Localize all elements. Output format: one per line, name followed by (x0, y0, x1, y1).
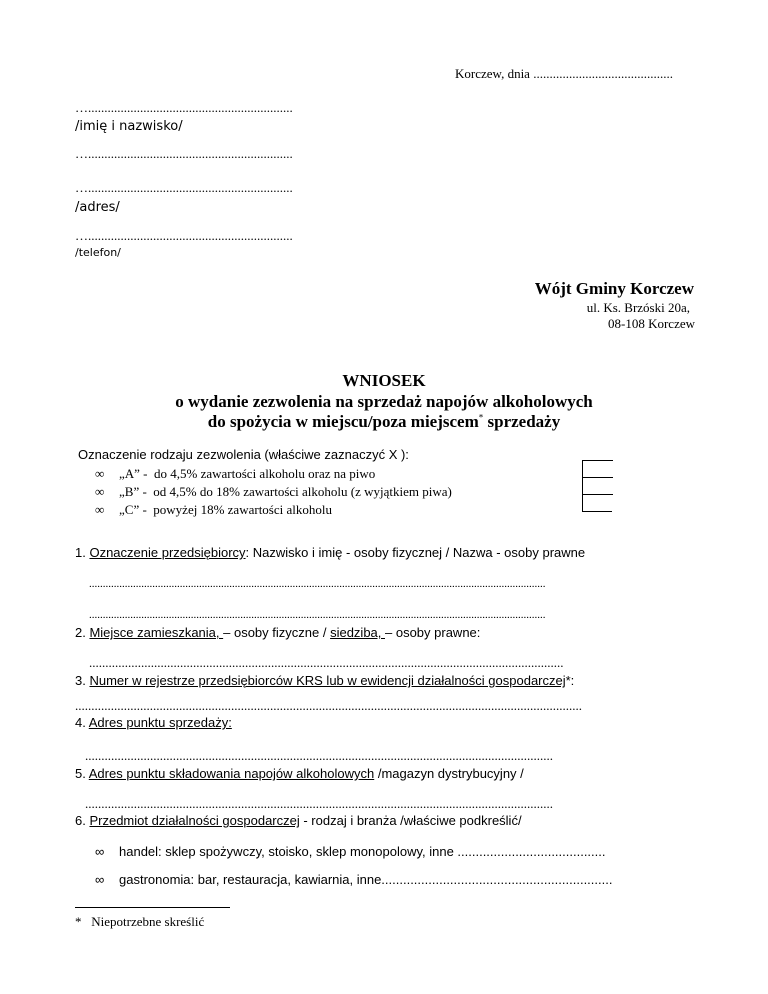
section-number: 5. (75, 766, 89, 781)
infinity-bullet-icon: ∞ (95, 484, 105, 499)
permit-desc: do 4,5% zawartości alkoholu oraz na piwo (154, 466, 376, 481)
section-number: 3. (75, 673, 90, 688)
activity-trade-text: handel: sklep spożywczy, stoisko, sklep monopolowy, inne ......................................... (119, 844, 606, 859)
footnote (75, 914, 204, 930)
footnote-text: Niepotrzebne skreślić (91, 914, 205, 929)
footnote-divider (75, 907, 230, 908)
fill-line-3[interactable]: .................................................................................................................................................. (89, 655, 564, 670)
address-line-2: …............................................................... (75, 180, 293, 195)
fill-line-2[interactable]: ...................................................................................................................................................................... (89, 609, 546, 621)
checkbox-b[interactable] (582, 477, 613, 495)
section-rest: *: (565, 673, 575, 688)
infinity-bullet-icon: ∞ (95, 872, 105, 887)
section-underlined: siedziba, (330, 625, 385, 640)
fill-line-1[interactable]: ...................................................................................................................................................................... (89, 578, 546, 590)
permit-code: „A” - (119, 466, 148, 481)
section-rest: - rodzaj i branża /właściwe podkreślić/ (299, 813, 522, 828)
subtitle-part-b: sprzedaży (483, 412, 561, 431)
permit-option-a (95, 466, 375, 482)
permit-code: „B” - (119, 484, 147, 499)
section-3-heading (75, 673, 574, 688)
section-number: 4. (75, 715, 89, 730)
place-date: Korczew, dnia ........................................... (455, 66, 673, 81)
section-number: 1. (75, 545, 90, 560)
section-rest: /magazyn dystrybucyjny / (374, 766, 524, 781)
section-underlined: Numer w rejestrze przedsiębiorców KRS lub w ewidencji działalności gospodarczej (89, 673, 566, 688)
section-number: 2. (75, 625, 90, 640)
permit-desc: powyżej 18% zawartości alkoholu (153, 502, 332, 517)
checkbox-bottom-border (582, 511, 612, 512)
section-underlined: Adres punktu składowania napojów alkoholowych (88, 766, 375, 781)
section-rest: : Nazwisko i imię - osoby fizycznej / Nazwa - osoby prawne (245, 545, 586, 560)
infinity-bullet-icon: ∞ (95, 502, 105, 517)
recipient-name: Wójt Gminy Korczew (534, 279, 694, 298)
activity-gastronomy (95, 872, 612, 887)
phone-line: …............................................................... (75, 228, 293, 243)
section-4-heading (75, 715, 232, 730)
checkbox-c[interactable] (582, 494, 613, 512)
permit-option-b (95, 484, 452, 500)
section-1-heading (75, 545, 585, 560)
footnote-ref: * (478, 412, 484, 423)
name-line: …............................................................... (75, 100, 293, 115)
subtitle-part-a: do spożycia w miejscu/poza miejscem (207, 412, 479, 431)
section-2-heading (75, 625, 480, 640)
permit-intro: Oznaczenie rodzaju zezwolenia (właściwe zaznaczyć X ): (78, 447, 409, 462)
doc-subtitle-2 (0, 412, 768, 432)
activity-trade (95, 844, 606, 859)
section-underlined: Oznaczenie przedsiębiorcy (89, 545, 246, 560)
permit-desc: od 4,5% do 18% zawartości alkoholu (z wyjątkiem piwa) (153, 484, 452, 499)
section-6-heading (75, 813, 522, 828)
section-number: 6. (75, 813, 90, 828)
recipient-street: ul. Ks. Brzóski 20a, (586, 300, 690, 315)
address-label: /adres/ (75, 200, 120, 215)
fill-line-4[interactable]: ............................................................................................................................................................ (75, 698, 582, 713)
permit-code: „C” - (119, 502, 147, 517)
doc-subtitle-1: o wydanie zezwolenia na sprzedaż napojów alkoholowych (175, 392, 593, 411)
infinity-bullet-icon: ∞ (95, 844, 105, 859)
infinity-bullet-icon: ∞ (95, 466, 105, 481)
section-rest: – osoby fizyczne / (223, 625, 331, 640)
activity-gastronomy-text: gastronomia: bar, restauracja, kawiarnia, inne................................................................ (119, 872, 613, 887)
doc-title: WNIOSEK (342, 371, 426, 390)
phone-label: /telefon/ (75, 246, 121, 259)
permit-option-c (95, 502, 332, 518)
fill-line-6[interactable]: ................................................................................................................................................ (85, 796, 553, 811)
fill-line-5[interactable]: ................................................................................................................................................ (85, 748, 553, 763)
address-line-1: …............................................................... (75, 146, 293, 161)
section-underlined: Przedmiot działalności gospodarczej (89, 813, 300, 828)
section-5-heading (75, 766, 524, 781)
recipient-city: 08-108 Korczew (608, 316, 695, 331)
section-rest: – osoby prawne: (385, 625, 481, 640)
section-underlined: Miejsce zamieszkania, (89, 625, 224, 640)
section-underlined: Adres punktu sprzedaży: (88, 715, 232, 730)
checkbox-a[interactable] (582, 460, 613, 478)
footnote-mark: * (75, 914, 82, 929)
name-label: /imię i nazwisko/ (75, 119, 183, 134)
